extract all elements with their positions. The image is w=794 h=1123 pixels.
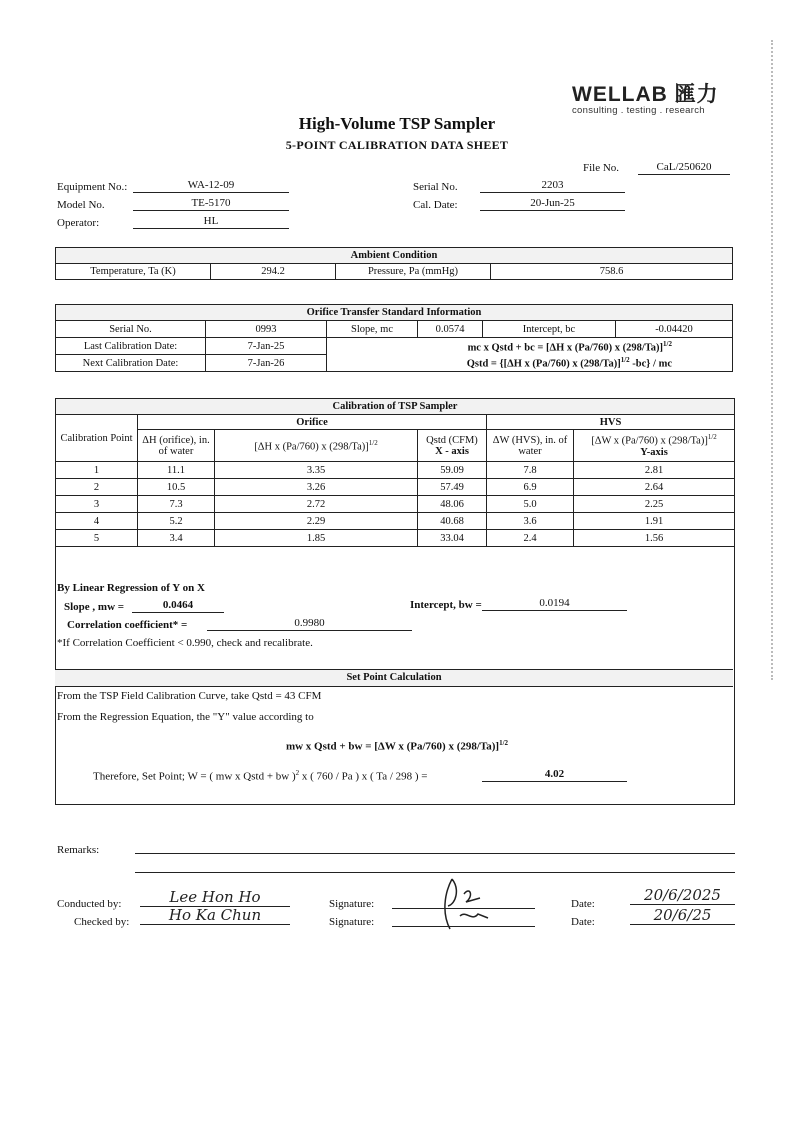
row-delta-w: 3.6 [487,513,574,530]
hvs-group-header: HVS [487,415,735,430]
signature-label-2: Signature: [329,916,375,928]
orifice-intercept-label: Intercept, bc [483,321,616,338]
equipment-value: WA-12-09 [133,178,289,193]
correlation-label: Correlation coefficient* = [67,619,188,631]
signature-scribble [430,874,500,934]
setpoint-equation [0,739,794,753]
orifice-eq2-text: Qstd = {[ΔH x (Pa/760) x (298/Ta)] [466,358,621,370]
remarks-line-2 [135,872,735,873]
col-delta-h-expr-text: [ΔH x (Pa/760) x (298/Ta)] [254,441,369,453]
conducted-handwriting: Lee Hon Ho [140,888,290,907]
document-subtitle: 5-POINT CALIBRATION DATA SHEET [285,138,509,152]
setpoint-title: Set Point Calculation [55,669,733,687]
date-value-2: 20/6/25 [630,906,735,925]
temperature-label: Temperature, Ta (K) [56,264,211,280]
col-delta-w: ΔW (HVS), in. of water [487,430,574,462]
ambient-title: Ambient Condition [56,248,733,264]
calibration-title: Calibration of TSP Sampler [56,399,735,415]
next-cal-value: 7-Jan-26 [206,355,327,372]
row-delta-h-expr: 2.29 [215,513,418,530]
last-cal-value: 7-Jan-25 [206,338,327,355]
correlation-note: *If Correlation Coefficient < 0.990, check and recalibrate. [57,637,313,649]
setpoint-therefore [93,769,428,783]
row-delta-h: 11.1 [138,462,215,479]
model-label: Model No. [57,199,105,211]
cal-date-value: 20-Jun-25 [480,196,625,211]
table-row [56,513,735,530]
calibration-rows [56,462,735,547]
row-qstd: 57.49 [418,479,487,496]
company-logo [572,78,722,116]
row-point: 5 [56,530,138,547]
orifice-equation-2 [327,355,733,372]
operator-label: Operator: [57,217,100,229]
setpoint-line-2: From the Regression Equation, the "Y" value according to [57,711,314,723]
col-delta-w-expr [574,430,735,462]
regression-intercept-label: Intercept, bw = [410,599,482,611]
orifice-info-table [55,304,733,372]
col-delta-w-sup: 1/2 [707,433,717,442]
col-delta-w-axis: Y-axis [640,446,668,458]
operator-value: HL [133,214,289,229]
orifice-eq1-text: mc x Qstd + bc = [ΔH x (Pa/760) x (298/Ta)] [467,342,664,353]
cal-date-label: Cal. Date: [413,199,458,211]
pressure-value: 758.6 [491,264,733,280]
orifice-serial-value: 0993 [206,321,327,338]
remarks-label: Remarks: [57,844,100,856]
row-delta-h: 3.4 [138,530,215,547]
row-qstd: 33.04 [418,530,487,547]
document-title: High-Volume TSP Sampler [298,114,496,133]
next-cal-label: Next Calibration Date: [56,355,206,372]
file-no-label: File No. [583,162,620,174]
date-label-2: Date: [571,916,595,928]
table-row [56,479,735,496]
row-delta-w-expr: 2.25 [574,496,735,513]
date-label-1: Date: [571,898,595,910]
col-qstd-text: Qstd (CFM) [426,434,478,446]
orifice-serial-label: Serial No. [56,321,206,338]
orifice-group-header: Orifice [138,415,487,430]
regression-slope-label: Slope , mw = [64,601,125,613]
row-delta-w-expr: 1.91 [574,513,735,530]
row-delta-h-expr: 2.72 [215,496,418,513]
col-delta-h: ΔH (orifice), in. of water [138,430,215,462]
last-cal-label: Last Calibration Date: [56,338,206,355]
table-row [56,496,735,513]
orifice-eq2-tail: -bc} / mc [629,358,672,370]
table-row [56,530,735,547]
remarks-line-1 [135,853,735,854]
checked-label: Checked by: [74,916,130,928]
orifice-eq1-sup: 1/2 [663,339,672,348]
scan-edge-artifact [771,40,773,680]
regression-intercept-value: 0.0194 [482,596,627,611]
col-delta-h-expr [215,430,418,462]
row-delta-w: 7.8 [487,462,574,479]
orifice-equation-1 [327,338,733,355]
row-point: 2 [56,479,138,496]
setpoint-therefore-tail: x ( 760 / Pa ) x ( Ta / 298 ) = [299,770,428,783]
ambient-table [55,247,733,280]
row-delta-h: 10.5 [138,479,215,496]
serial-value: 2203 [480,178,625,193]
row-qstd: 59.09 [418,462,487,479]
orifice-slope-value: 0.0574 [418,321,483,338]
setpoint-therefore-sup: 2 [295,769,300,777]
regression-title: By Linear Regression of Y on X [57,582,205,594]
file-no-value: CaL/250620 [638,160,730,175]
correlation-value: 0.9980 [207,616,412,631]
row-delta-h-expr: 1.85 [215,530,418,547]
conducted-label: Conducted by: [57,898,122,910]
row-qstd: 40.68 [418,513,487,530]
setpoint-line-1: From the TSP Field Calibration Curve, take Qstd = 43 CFM [57,690,322,702]
logo-wordmark: WELLAB 匯力 [572,83,719,106]
regression-slope-value: 0.0464 [132,598,224,613]
row-delta-h-expr: 3.35 [215,462,418,479]
setpoint-eq-sup: 1/2 [499,739,509,747]
orifice-intercept-value: -0.04420 [616,321,733,338]
col-calibration-point: Calibration Point [56,415,138,462]
row-delta-w-expr: 1.56 [574,530,735,547]
temperature-value: 294.2 [211,264,336,280]
signature-label-1: Signature: [329,898,375,910]
setpoint-result: 4.02 [482,767,627,782]
row-delta-w-expr: 2.81 [574,462,735,479]
date-value-1: 20/6/2025 [630,886,735,905]
table-row [56,462,735,479]
col-delta-w-expr-text: [ΔW x (Pa/760) x (298/Ta)] [591,435,708,447]
row-delta-w: 5.0 [487,496,574,513]
row-delta-w-expr: 2.64 [574,479,735,496]
col-delta-h-sup: 1/2 [368,438,378,447]
calibration-table [55,398,735,547]
row-point: 4 [56,513,138,530]
row-point: 1 [56,462,138,479]
serial-label: Serial No. [413,181,458,193]
checked-handwriting: Ho Ka Chun [140,906,290,925]
orifice-info-title: Orifice Transfer Standard Information [56,305,733,321]
setpoint-therefore-text: Therefore, Set Point; W = ( mw x Qstd + bw ) [93,770,296,783]
logo-tagline: consulting . testing . research [572,105,705,116]
row-delta-w: 6.9 [487,479,574,496]
col-qstd [418,430,487,462]
row-delta-h: 7.3 [138,496,215,513]
setpoint-eq-text: mw x Qstd + bw = [ΔW x (Pa/760) x (298/Ta)] [285,740,500,753]
row-delta-h-expr: 3.26 [215,479,418,496]
col-qstd-axis: X - axis [435,445,469,457]
pressure-label: Pressure, Pa (mmHg) [336,264,491,280]
orifice-eq2-sup: 1/2 [620,356,630,364]
row-delta-w: 2.4 [487,530,574,547]
orifice-slope-label: Slope, mc [327,321,418,338]
row-delta-h: 5.2 [138,513,215,530]
row-point: 3 [56,496,138,513]
row-qstd: 48.06 [418,496,487,513]
equipment-label: Equipment No.: [57,181,128,193]
model-value: TE-5170 [133,196,289,211]
